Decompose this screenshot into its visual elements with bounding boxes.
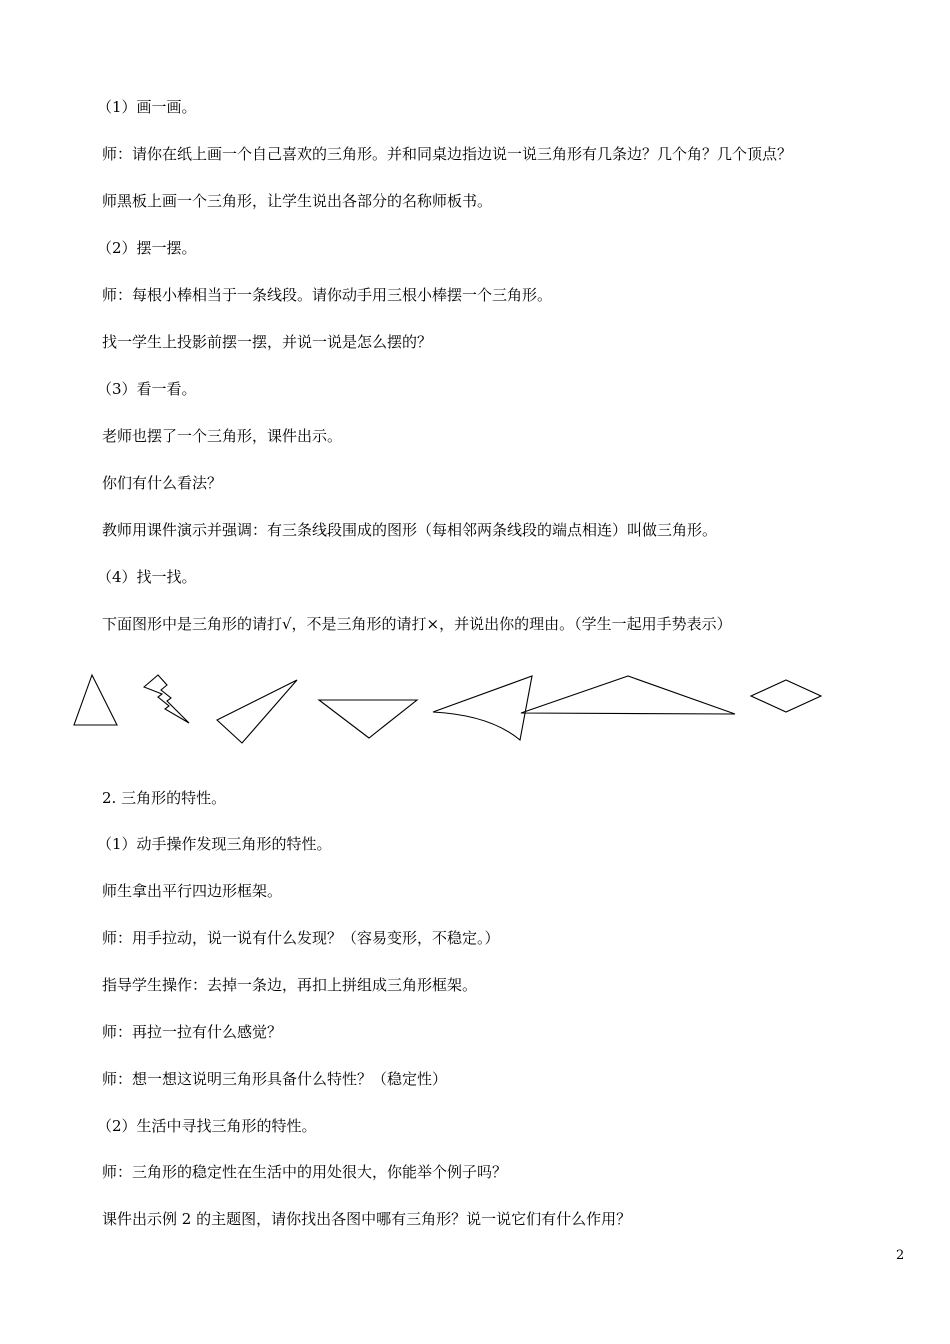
paragraph-8: 老师也摆了一个三角形，课件出示。 xyxy=(102,427,343,445)
shape-triangle-2 xyxy=(217,680,297,743)
paragraph-9: 你们有什么看法？ xyxy=(102,474,223,492)
shape-lightning-bolt xyxy=(144,675,189,723)
shape-curved-side xyxy=(433,676,532,740)
paragraph-10: 教师用课件演示并强调：有三条线段围成的图形（每相邻两条线段的端点相连）叫做三角形。 xyxy=(102,521,718,539)
paragraph-5: 师：每根小棒相当于一条线段。请你动手用三根小棒摆一个三角形。 xyxy=(102,286,553,304)
shape-triangle-3 xyxy=(319,700,417,738)
paragraph-19: 师：想一想这说明三角形具备什么特性？（稳定性） xyxy=(102,1070,448,1088)
paragraph-15: 师生拿出平行四边形框架。 xyxy=(102,882,283,900)
paragraph-7: （3）看一看。 xyxy=(97,380,197,398)
paragraph-11: （4）找一找。 xyxy=(97,568,197,586)
paragraph-20: （2）生活中寻找三角形的特性。 xyxy=(97,1117,317,1135)
paragraph-18: 师：再拉一拉有什么感觉？ xyxy=(102,1023,283,1041)
paragraph-12: 下面图形中是三角形的请打√，不是三角形的请打×，并说出你的理由。（学生一起用手势表示） xyxy=(102,615,732,633)
shape-rhombus xyxy=(751,680,821,712)
shapes-figure xyxy=(60,665,840,755)
paragraph-21: 师：三角形的稳定性在生活中的用处很大，你能举个例子吗？ xyxy=(102,1163,508,1181)
paragraph-14: （1）动手操作发现三角形的特性。 xyxy=(97,835,332,853)
shape-triangle-1 xyxy=(74,675,117,725)
paragraph-22: 课件出示例 2 的主题图，请你找出各图中哪有三角形？说一说它们有什么作用？ xyxy=(102,1210,632,1228)
paragraph-13: 2. 三角形的特性。 xyxy=(102,789,227,807)
paragraph-17: 指导学生操作：去掉一条边，再扣上拼组成三角形框架。 xyxy=(102,976,478,994)
paragraph-4: （2）摆一摆。 xyxy=(97,239,197,257)
shape-triangle-4 xyxy=(521,676,735,714)
paragraph-3: 师黑板上画一个三角形，让学生说出各部分的名称师板书。 xyxy=(102,192,493,210)
paragraph-1: （1）画一画。 xyxy=(97,98,197,116)
paragraph-6: 找一学生上投影前摆一摆，并说一说是怎么摆的？ xyxy=(102,333,433,351)
paragraph-16: 师：用手拉动，说一说有什么发现？（容易变形，不稳定。） xyxy=(102,929,500,947)
page-number: 2 xyxy=(896,1248,905,1263)
paragraph-2: 师：请你在纸上画一个自己喜欢的三角形。并和同桌边指边说一说三角形有几条边？几个角？几个顶点？ xyxy=(102,145,793,163)
